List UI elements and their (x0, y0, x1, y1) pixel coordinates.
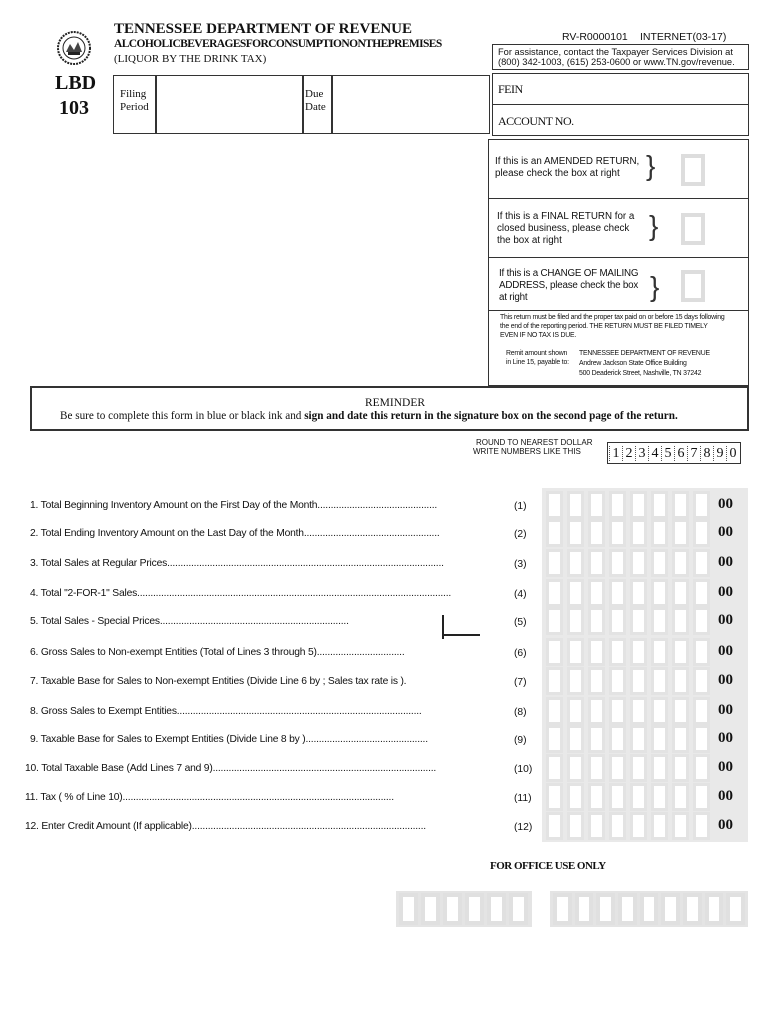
digit-cell[interactable] (546, 519, 563, 547)
digit-cell[interactable] (630, 783, 647, 811)
office-use-box-1 (396, 891, 532, 927)
digit-cell[interactable] (693, 491, 710, 519)
digit-cell[interactable] (546, 491, 563, 519)
digit-cell[interactable] (651, 697, 668, 725)
digit-cell[interactable] (609, 579, 626, 607)
line-10-amount-field[interactable] (546, 754, 710, 782)
line-8-amount-field[interactable] (546, 697, 710, 725)
digit-cell[interactable] (609, 754, 626, 782)
line-7-amount-field[interactable] (546, 667, 710, 695)
digit-cell[interactable] (567, 549, 584, 577)
fein-field[interactable] (492, 73, 749, 105)
state-seal-icon (56, 30, 92, 66)
digit-cell[interactable] (546, 579, 563, 607)
line-4-amount-field[interactable] (546, 579, 710, 607)
digit-cell[interactable] (630, 519, 647, 547)
digit-cell[interactable] (588, 812, 605, 840)
mailing-text: If this is a CHANGE OF MAILING ADDRESS, please check the box at right (499, 268, 639, 303)
digit-cell[interactable] (672, 491, 689, 519)
line-2-cents: 00 (718, 524, 733, 540)
digit-cell[interactable] (588, 491, 605, 519)
digit-cell[interactable] (672, 519, 689, 547)
digit-cell[interactable] (630, 667, 647, 695)
line-10-label: 10. Total Taxable Base (Add Lines 7 and 9).................................................................................... (25, 763, 437, 774)
line-12-label: 12. Enter Credit Amount (If applicable)........................................................................................ (25, 821, 426, 832)
digit-cell[interactable] (588, 783, 605, 811)
form-version: INTERNET(03-17) (640, 31, 727, 43)
digit-cell[interactable] (546, 607, 563, 635)
write-numbers-instruction: WRITE NUMBERS LIKE THIS (473, 447, 581, 456)
digit-cell[interactable] (651, 549, 668, 577)
digit-cell[interactable] (672, 549, 689, 577)
digit-cell[interactable] (630, 491, 647, 519)
digit-cell[interactable] (588, 638, 605, 666)
line-12-cents: 00 (718, 817, 733, 833)
digit-cell[interactable] (672, 638, 689, 666)
digit-cell[interactable] (609, 491, 626, 519)
digit-cell[interactable] (609, 812, 626, 840)
digit-cell[interactable] (651, 754, 668, 782)
line-12-amount-field[interactable] (546, 812, 710, 840)
digit-cell[interactable] (546, 638, 563, 666)
line-2-label: 2. Total Ending Inventory Amount on the Last Day of the Month................................................... (30, 528, 440, 539)
line-4-cents: 00 (718, 584, 733, 600)
digit-cell[interactable] (693, 519, 710, 547)
digit-cell[interactable] (651, 579, 668, 607)
round-instruction: ROUND TO NEAREST DOLLAR (476, 438, 593, 447)
digit-cell[interactable] (630, 754, 647, 782)
digit-cell[interactable] (567, 579, 584, 607)
digit-cell[interactable] (546, 725, 563, 753)
digit-cell[interactable] (693, 638, 710, 666)
line-11-cents: 00 (718, 788, 733, 804)
line-3-number: (3) (514, 559, 527, 570)
line-9-number: (9) (514, 735, 527, 746)
sample-digits: 1 2 3 4 5 6 7 8 9 0 (607, 442, 741, 464)
line-6-label: 6. Gross Sales to Non-exempt Entities (Total of Lines 3 through 5)................................. (30, 647, 405, 658)
digit-cell[interactable] (567, 754, 584, 782)
mailing-brace-icon: } (650, 271, 660, 302)
line-10-cents: 00 (718, 759, 733, 775)
form-subtitle-2: (LIQUOR BY THE DRINK TAX) (114, 53, 267, 65)
digit-cell[interactable] (567, 519, 584, 547)
amended-text: If this is an AMENDED RETURN, please check the box at right (495, 156, 640, 179)
reminder-title: REMINDER (364, 397, 426, 409)
digit-cell[interactable] (693, 579, 710, 607)
line-4-label: 4. Total "2-FOR-1" Sales...................................................................................................................... (30, 588, 452, 599)
line-5-cents: 00 (718, 612, 733, 628)
form-code-103: 103 (59, 97, 89, 119)
line-8-cents: 00 (718, 702, 733, 718)
digit-cell[interactable] (588, 607, 605, 635)
office-use-box-2 (550, 891, 748, 927)
digit-cell[interactable] (588, 725, 605, 753)
form-code-lbd: LBD (55, 72, 97, 94)
line-5-label: 5. Total Sales - Special Prices....................................................................... (30, 616, 349, 627)
filing-period-field[interactable] (157, 77, 301, 132)
digit-cell[interactable] (588, 697, 605, 725)
digit-cell[interactable] (693, 812, 710, 840)
digit-cell[interactable] (588, 549, 605, 577)
line-8-label: 8. Gross Sales to Exempt Entities............................................................................................ (30, 706, 422, 717)
digit-cell[interactable] (693, 549, 710, 577)
filing-period-label: Filing Period (120, 88, 149, 113)
line-6-amount-field[interactable] (546, 638, 710, 666)
line-11-number: (11) (514, 793, 532, 804)
digit-cell[interactable] (609, 519, 626, 547)
digit-cell[interactable] (693, 667, 710, 695)
digit-cell[interactable] (672, 725, 689, 753)
line-1-number: (1) (514, 501, 527, 512)
assistance-line-2: (800) 342-1003, (615) 253-0600 or www.TN.gov/revenue. (498, 57, 735, 67)
change-mailing-checkbox[interactable] (681, 270, 705, 302)
digit-cell[interactable] (651, 491, 668, 519)
digit-cell[interactable] (588, 519, 605, 547)
final-brace-icon: } (649, 210, 659, 241)
line-9-amount-field[interactable] (546, 725, 710, 753)
line-9-label: 9. Taxable Base for Sales to Exempt Entities (Divide Line 8 by ).............................................. (30, 734, 428, 745)
line-3-amount-field[interactable] (546, 549, 710, 577)
digit-cell[interactable] (693, 697, 710, 725)
line-4-number: (4) (514, 589, 527, 600)
due-date-label: Due Date (305, 88, 326, 113)
form-subtitle: ALCOHOLICBEVERAGESFORCONSUMPTIONONTHEPREMISES (114, 38, 442, 50)
digit-cell[interactable] (546, 697, 563, 725)
digit-cell[interactable] (651, 607, 668, 635)
digit-cell[interactable] (567, 725, 584, 753)
filing-notice: This return must be filed and the proper tax paid on or before 15 days following the end of the reporting period. THE RETURN MUST BE FILED TIMELY EVEN IF NO TAX IS DUE. (500, 314, 725, 339)
line-6-number: (6) (514, 648, 527, 659)
digit-cell[interactable] (546, 783, 563, 811)
line-2-number: (2) (514, 529, 527, 540)
digit-cell[interactable] (630, 579, 647, 607)
department-title: TENNESSEE DEPARTMENT OF REVENUE (114, 21, 413, 37)
digit-cell[interactable] (651, 725, 668, 753)
digit-cell[interactable] (609, 607, 626, 635)
line-1-label: 1. Total Beginning Inventory Amount on the First Day of the Month............................................. (30, 500, 438, 511)
digit-cell[interactable] (546, 667, 563, 695)
line-6-cents: 00 (718, 643, 733, 659)
line-7-number: (7) (514, 677, 527, 688)
digit-cell[interactable] (567, 667, 584, 695)
digit-cell[interactable] (651, 812, 668, 840)
digit-cell[interactable] (588, 667, 605, 695)
line-8-number: (8) (514, 707, 527, 718)
line-2-amount-field[interactable] (546, 519, 710, 547)
digit-cell[interactable] (567, 812, 584, 840)
digit-cell[interactable] (588, 579, 605, 607)
fein-label: FEIN (498, 82, 523, 96)
line-1-amount-field[interactable] (546, 491, 710, 519)
digit-cell[interactable] (567, 697, 584, 725)
digit-cell[interactable] (672, 607, 689, 635)
line-10-number: (10) (514, 764, 533, 775)
account-no-label: ACCOUNT NO. (498, 114, 574, 128)
line-11-label: 11. Tax ( % of Line 10)...................................................................................................... (25, 792, 394, 803)
remit-label: Remit amount shown in Line 15, payable to: (506, 350, 569, 366)
digit-cell[interactable] (672, 697, 689, 725)
digit-cell[interactable] (630, 607, 647, 635)
digit-cell[interactable] (546, 549, 563, 577)
digit-cell[interactable] (693, 783, 710, 811)
digit-cell[interactable] (609, 697, 626, 725)
digit-cell[interactable] (630, 812, 647, 840)
amended-return-checkbox[interactable] (681, 154, 705, 186)
line-7-label: 7. Taxable Base for Sales to Non-exempt Entities (Divide Line 6 by ; Sales tax rate is ). (30, 676, 407, 687)
digit-cell[interactable] (672, 579, 689, 607)
digit-cell[interactable] (672, 783, 689, 811)
digit-cell[interactable] (672, 812, 689, 840)
digit-cell[interactable] (609, 549, 626, 577)
reminder-text: Be sure to complete this form in blue or black ink and sign and date this return in the signature box on the second page of the return. (60, 410, 678, 422)
digit-cell[interactable] (609, 783, 626, 811)
final-text: If this is a FINAL RETURN for a closed business, please check the box at right (497, 211, 635, 246)
digit-cell[interactable] (630, 638, 647, 666)
payee-address: TENNESSEE DEPARTMENT OF REVENUE Andrew Jackson State Office Building 500 Deaderick Street, Nashville, TN 37242 (579, 350, 710, 377)
digit-cell[interactable] (546, 754, 563, 782)
digit-cell[interactable] (693, 607, 710, 635)
digit-cell[interactable] (567, 783, 584, 811)
line-12-number: (12) (514, 822, 533, 833)
line-3-cents: 00 (718, 554, 733, 570)
digit-cell[interactable] (588, 754, 605, 782)
due-date-field[interactable] (333, 77, 488, 132)
digit-cell[interactable] (672, 667, 689, 695)
digit-cell[interactable] (609, 725, 626, 753)
digit-cell[interactable] (693, 725, 710, 753)
line-3-label: 3. Total Sales at Regular Prices........................................................................................................ (30, 558, 444, 569)
form-id: RV-R0000101 (562, 31, 628, 43)
line-11-amount-field[interactable] (546, 783, 710, 811)
line-7-cents: 00 (718, 672, 733, 688)
digit-cell[interactable] (630, 697, 647, 725)
digit-cell[interactable] (567, 638, 584, 666)
amended-brace-icon: } (646, 150, 656, 181)
line-9-cents: 00 (718, 730, 733, 746)
digit-cell[interactable] (546, 812, 563, 840)
digit-cell[interactable] (609, 638, 626, 666)
digit-cell[interactable] (609, 667, 626, 695)
digit-cell[interactable] (630, 725, 647, 753)
digit-cell[interactable] (693, 754, 710, 782)
digit-cell[interactable] (651, 667, 668, 695)
digit-cell[interactable] (651, 783, 668, 811)
digit-cell[interactable] (651, 519, 668, 547)
line-5-number: (5) (514, 617, 527, 628)
digit-cell[interactable] (672, 754, 689, 782)
office-use-label: FOR OFFICE USE ONLY (490, 860, 606, 872)
line-5-amount-field[interactable] (546, 607, 710, 635)
digit-cell[interactable] (567, 491, 584, 519)
digit-cell[interactable] (567, 607, 584, 635)
line-1-cents: 00 (718, 496, 733, 512)
digit-cell[interactable] (651, 638, 668, 666)
assistance-line-1: For assistance, contact the Taxpayer Services Division at (498, 47, 733, 57)
final-return-checkbox[interactable] (681, 213, 705, 245)
digit-cell[interactable] (630, 549, 647, 577)
